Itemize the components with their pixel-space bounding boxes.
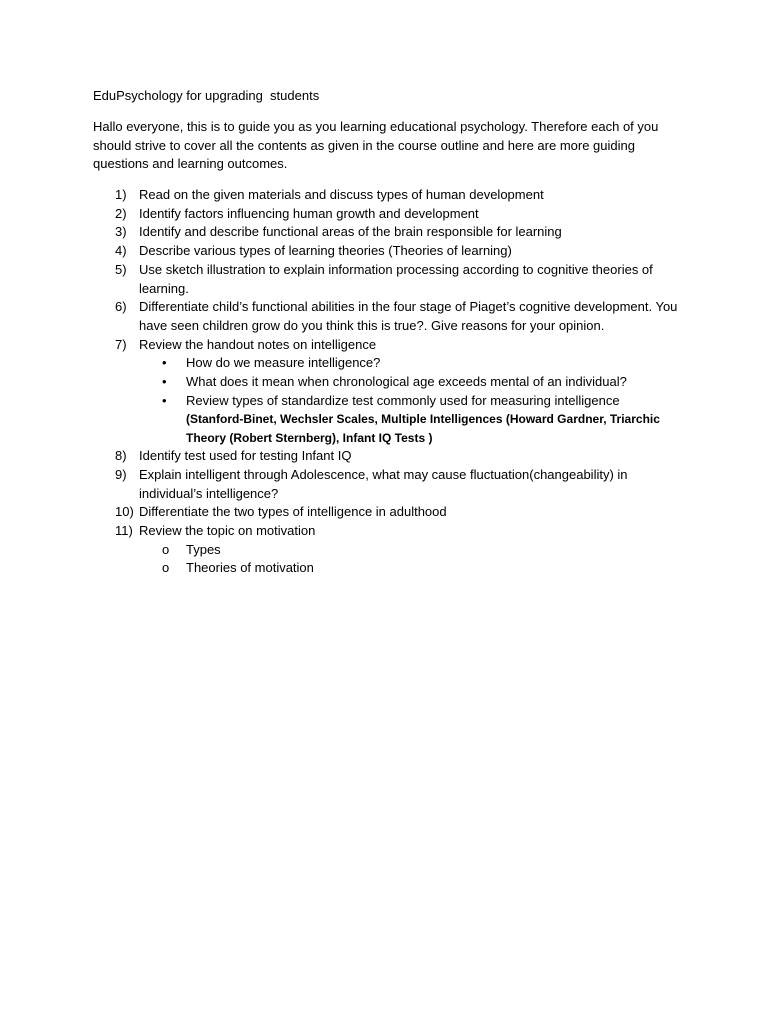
- item-text: Differentiate child’s functional abilities in the four stage of Piaget’s cognitive development. You have seen children grow do you think this is true?. Give reasons for your opinion.: [139, 299, 678, 333]
- sub-item-text: How do we measure intelligence?: [186, 355, 381, 371]
- bullet-icon: •: [162, 392, 167, 408]
- sub-item-text: What does it mean when chronological age exceeds mental of an individual?: [186, 374, 627, 390]
- item-number: 10): [115, 504, 134, 520]
- item-text: Review the topic on motivation: [139, 523, 316, 539]
- intro-paragraph: Hallo everyone, this is to guide you as you learning educational psychology. Therefore each of you should strive to cover all the contents as given in the course outline and here are more guiding questions and learning outcomes.: [93, 119, 659, 171]
- item-number: 4): [115, 243, 127, 259]
- item-number: 8): [115, 448, 127, 464]
- item-number: 3): [115, 224, 127, 240]
- sub-list-item: [139, 373, 683, 392]
- sub-item-text: Types: [186, 541, 221, 557]
- item-number: 6): [115, 299, 127, 315]
- intelligence-sublist: [139, 354, 683, 447]
- sub-item-text: Theories of motivation: [186, 560, 314, 576]
- bullet-icon: •: [162, 355, 167, 371]
- item-text: Use sketch illustration to explain information processing according to cognitive theories of learning.: [139, 261, 653, 296]
- list-item: [93, 336, 683, 448]
- bullet-icon: •: [162, 374, 167, 390]
- item-number: 9): [115, 466, 127, 482]
- item-text: Differentiate the two types of intelligence in adulthood: [139, 504, 447, 520]
- list-item: [93, 242, 683, 261]
- list-item: [93, 466, 683, 503]
- list-item: [93, 186, 683, 205]
- item-text: Describe various types of learning theories (Theories of learning): [139, 243, 512, 259]
- item-text: Explain intelligent through Adolescence, what may cause fluctuation(changeability) in individual’s intelligence?: [139, 466, 628, 501]
- document-title: EduPsychology for upgrading students: [93, 88, 320, 103]
- list-item: [93, 447, 683, 466]
- list-item: [93, 223, 683, 242]
- question-list: [93, 186, 683, 578]
- sub-item-text: Review types of standardize test commonly used for measuring intelligence: [186, 392, 620, 408]
- sub-list-item: [139, 354, 683, 373]
- item-number: 7): [115, 336, 127, 352]
- item-text: Identify and describe functional areas of the brain responsible for learning: [139, 224, 562, 240]
- list-item: [93, 503, 683, 522]
- item-text: Read on the given materials and discuss types of human development: [139, 187, 544, 202]
- list-item: [93, 261, 683, 298]
- item-text: Review the handout notes on intelligence: [139, 336, 377, 352]
- circle-bullet-icon: o: [162, 541, 170, 557]
- sub-list-item: [139, 392, 683, 448]
- list-item: [93, 205, 683, 224]
- item-text: Identify factors influencing human growth and development: [139, 205, 479, 221]
- item-number: 5): [115, 261, 127, 277]
- sub-list-item: [139, 541, 683, 560]
- sub-list-item: [139, 559, 683, 578]
- circle-bullet-icon: o: [162, 560, 170, 576]
- item-number: 2): [115, 205, 127, 221]
- list-item: [93, 298, 683, 335]
- item-number: 11): [115, 523, 133, 539]
- list-item: [93, 522, 683, 578]
- motivation-sublist: [139, 541, 683, 578]
- test-types-note: (Stanford-Binet, Wechsler Scales, Multiple Intelligences (Howard Gardner, Triarchic Theory (Robert Sternberg), Infant IQ Tests ): [186, 412, 660, 445]
- item-text: Identify test used for testing Infant IQ: [139, 448, 352, 464]
- item-number: 1): [115, 187, 127, 202]
